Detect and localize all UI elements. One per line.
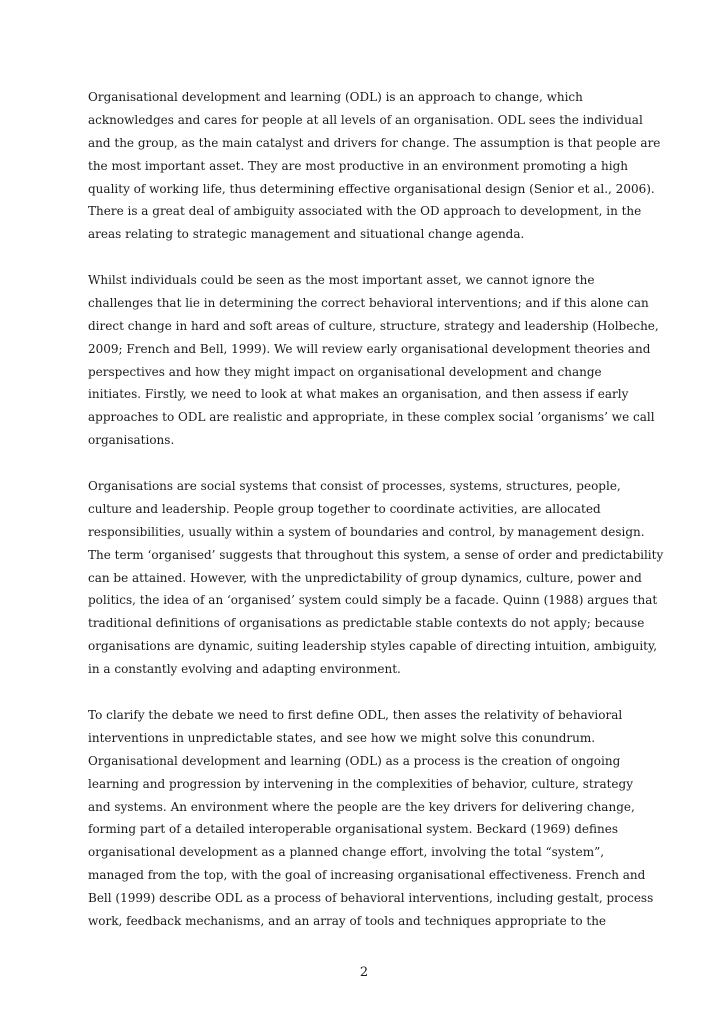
text-line: forming part of a detailed interoperable organisational system. Beckard (1969) defines <box>88 822 619 837</box>
text-line: areas relating to strategic management and situational change agenda. <box>88 227 525 242</box>
paragraph-2 <box>88 269 659 452</box>
text-line: To clarify the debate we need to first define ODL, then asses the relativity of behavioral <box>88 708 623 722</box>
page-number: 2 <box>359 965 369 980</box>
text-line: The term ‘organised’ suggests that throughout this system, a sense of order and predictability <box>88 547 664 562</box>
text-line: direct change in hard and soft areas of culture, structure, strategy and leadership (Holbeche, <box>88 318 659 333</box>
text-line: Organisational development and learning (ODL) as a process is the creation of ongoing <box>88 753 621 768</box>
text-line: Bell (1999) describe ODL as a process of behavioral interventions, including gestalt, process <box>88 891 654 906</box>
text-line: learning and progression by intervening in the complexities of behavior, culture, strategy <box>88 776 633 791</box>
paragraph-3 <box>88 475 664 681</box>
text-line: quality of working life, thus determining effective organisational design (Senior et al., 2006). <box>88 181 655 196</box>
text-line: Whilst individuals could be seen as the most important asset, we cannot ignore the <box>88 273 595 287</box>
text-line: initiates. Firstly, we need to look at what makes an organisation, and then assess if early <box>88 387 629 402</box>
text-line: organisations. <box>88 433 175 448</box>
text-line: and systems. An environment where the people are the key drivers for delivering change, <box>88 799 635 814</box>
text-line: and the group, as the main catalyst and drivers for change. The assumption is that people are <box>88 135 661 150</box>
text-line: perspectives and how they might impact on organisational development and change <box>88 364 602 379</box>
text-line: traditional definitions of organisations as predictable stable contexts do not apply; because <box>88 616 645 631</box>
text-line: responsibilities, usually within a system of boundaries and control, by management design. <box>88 524 645 539</box>
text-line: interventions in unpredictable states, and see how we might solve this conundrum. <box>88 730 596 745</box>
text-line: Organisational development and learning (ODL) is an approach to change, which <box>88 90 583 104</box>
text-line: acknowledges and cares for people at all levels of an organisation. ODL sees the individual <box>88 112 643 127</box>
paragraph-4 <box>88 704 654 933</box>
text-line: culture and leadership. People group together to coordinate activities, are allocated <box>88 501 601 516</box>
paragraph-1 <box>88 86 661 246</box>
text-line: organisations are dynamic, suiting leadership styles capable of directing intuition, ambiguity, <box>88 639 658 654</box>
text-line: in a constantly evolving and adapting environment. <box>88 662 401 677</box>
text-line: Organisations are social systems that consist of processes, systems, structures, people, <box>88 479 621 493</box>
text-line: politics, the idea of an ‘organised’ system could simply be a facade. Quinn (1988) argues that <box>88 593 658 608</box>
text-line: work, feedback mechanisms, and an array of tools and techniques appropriate to the <box>88 914 607 929</box>
text-line: organisational development as a planned change effort, involving the total “system”, <box>88 845 605 860</box>
text-line: There is a great deal of ambiguity associated with the OD approach to development, in the <box>88 204 642 219</box>
text-line: can be attained. However, with the unpredictability of group dynamics, culture, power and <box>88 570 642 585</box>
text-line: approaches to ODL are realistic and appropriate, in these complex social ’organisms’ we call <box>88 410 655 425</box>
text-line: challenges that lie in determining the correct behavioral interventions; and if this alone can <box>88 295 649 310</box>
text-line: managed from the top, with the goal of increasing organisational effectiveness. French and <box>88 868 646 883</box>
text-line: 2009; French and Bell, 1999). We will review early organisational development theories and <box>88 341 651 356</box>
text-line: the most important asset. They are most productive in an environment promoting a high <box>88 158 628 173</box>
